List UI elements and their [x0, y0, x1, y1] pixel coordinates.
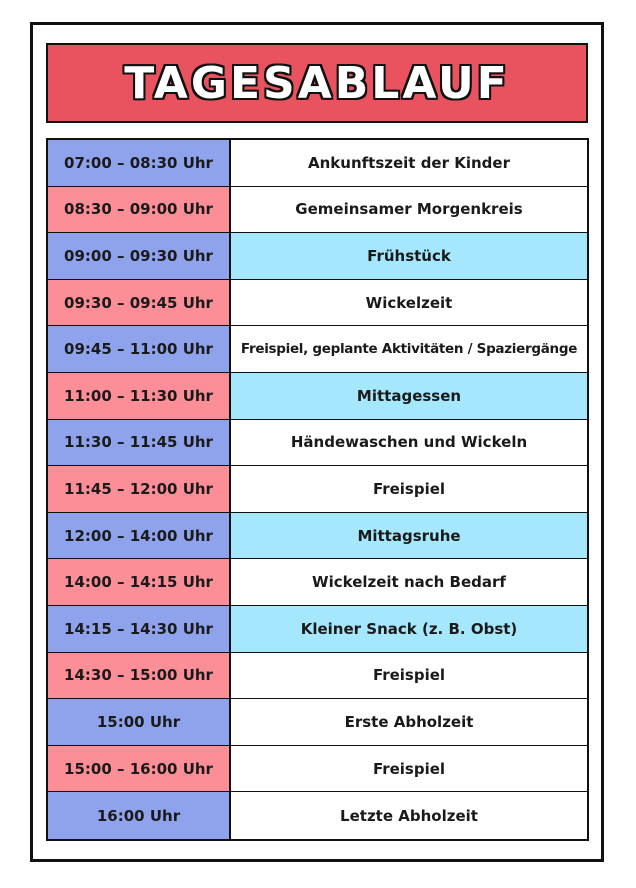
schedule-row [48, 513, 587, 560]
time-cell: 09:30 – 09:45 Uhr [48, 280, 231, 326]
schedule-row [48, 746, 587, 793]
activity-cell: Gemeinsamer Morgenkreis [231, 187, 587, 233]
time-cell: 11:30 – 11:45 Uhr [48, 420, 231, 466]
time-cell: 15:00 Uhr [48, 699, 231, 745]
time-cell: 14:30 – 15:00 Uhr [48, 653, 231, 699]
activity-cell: Händewaschen und Wickeln [231, 420, 587, 466]
activity-cell: Erste Abholzeit [231, 699, 587, 745]
activity-cell: Kleiner Snack (z. B. Obst) [231, 606, 587, 652]
time-cell: 07:00 – 08:30 Uhr [48, 140, 231, 186]
schedule-row [48, 699, 587, 746]
time-cell: 16:00 Uhr [48, 792, 231, 839]
schedule-row [48, 280, 587, 327]
activity-cell: Frühstück [231, 233, 587, 279]
time-cell: 08:30 – 09:00 Uhr [48, 187, 231, 233]
schedule-row [48, 792, 587, 839]
activity-cell: Mittagsruhe [231, 513, 587, 559]
schedule-row [48, 420, 587, 467]
activity-cell: Letzte Abholzeit [231, 792, 587, 839]
time-cell: 09:00 – 09:30 Uhr [48, 233, 231, 279]
activity-cell: Wickelzeit [231, 280, 587, 326]
schedule-row [48, 140, 587, 187]
schedule-row [48, 373, 587, 420]
schedule-table [46, 138, 589, 841]
time-cell: 14:15 – 14:30 Uhr [48, 606, 231, 652]
schedule-row [48, 559, 587, 606]
schedule-row [48, 187, 587, 234]
activity-cell: Ankunftszeit der Kinder [231, 140, 587, 186]
page-title: TAGESABLAUF [124, 57, 510, 109]
title-banner [46, 43, 588, 123]
schedule-row [48, 466, 587, 513]
time-cell: 14:00 – 14:15 Uhr [48, 559, 231, 605]
activity-cell: Freispiel, geplante Aktivitäten / Spaziergänge [231, 326, 587, 372]
activity-cell: Freispiel [231, 466, 587, 512]
time-cell: 09:45 – 11:00 Uhr [48, 326, 231, 372]
time-cell: 12:00 – 14:00 Uhr [48, 513, 231, 559]
time-cell: 11:45 – 12:00 Uhr [48, 466, 231, 512]
activity-cell: Freispiel [231, 653, 587, 699]
schedule-row [48, 233, 587, 280]
schedule-row [48, 326, 587, 373]
schedule-row [48, 606, 587, 653]
activity-cell: Mittagessen [231, 373, 587, 419]
time-cell: 11:00 – 11:30 Uhr [48, 373, 231, 419]
activity-cell: Freispiel [231, 746, 587, 792]
activity-cell: Wickelzeit nach Bedarf [231, 559, 587, 605]
schedule-row [48, 653, 587, 700]
time-cell: 15:00 – 16:00 Uhr [48, 746, 231, 792]
